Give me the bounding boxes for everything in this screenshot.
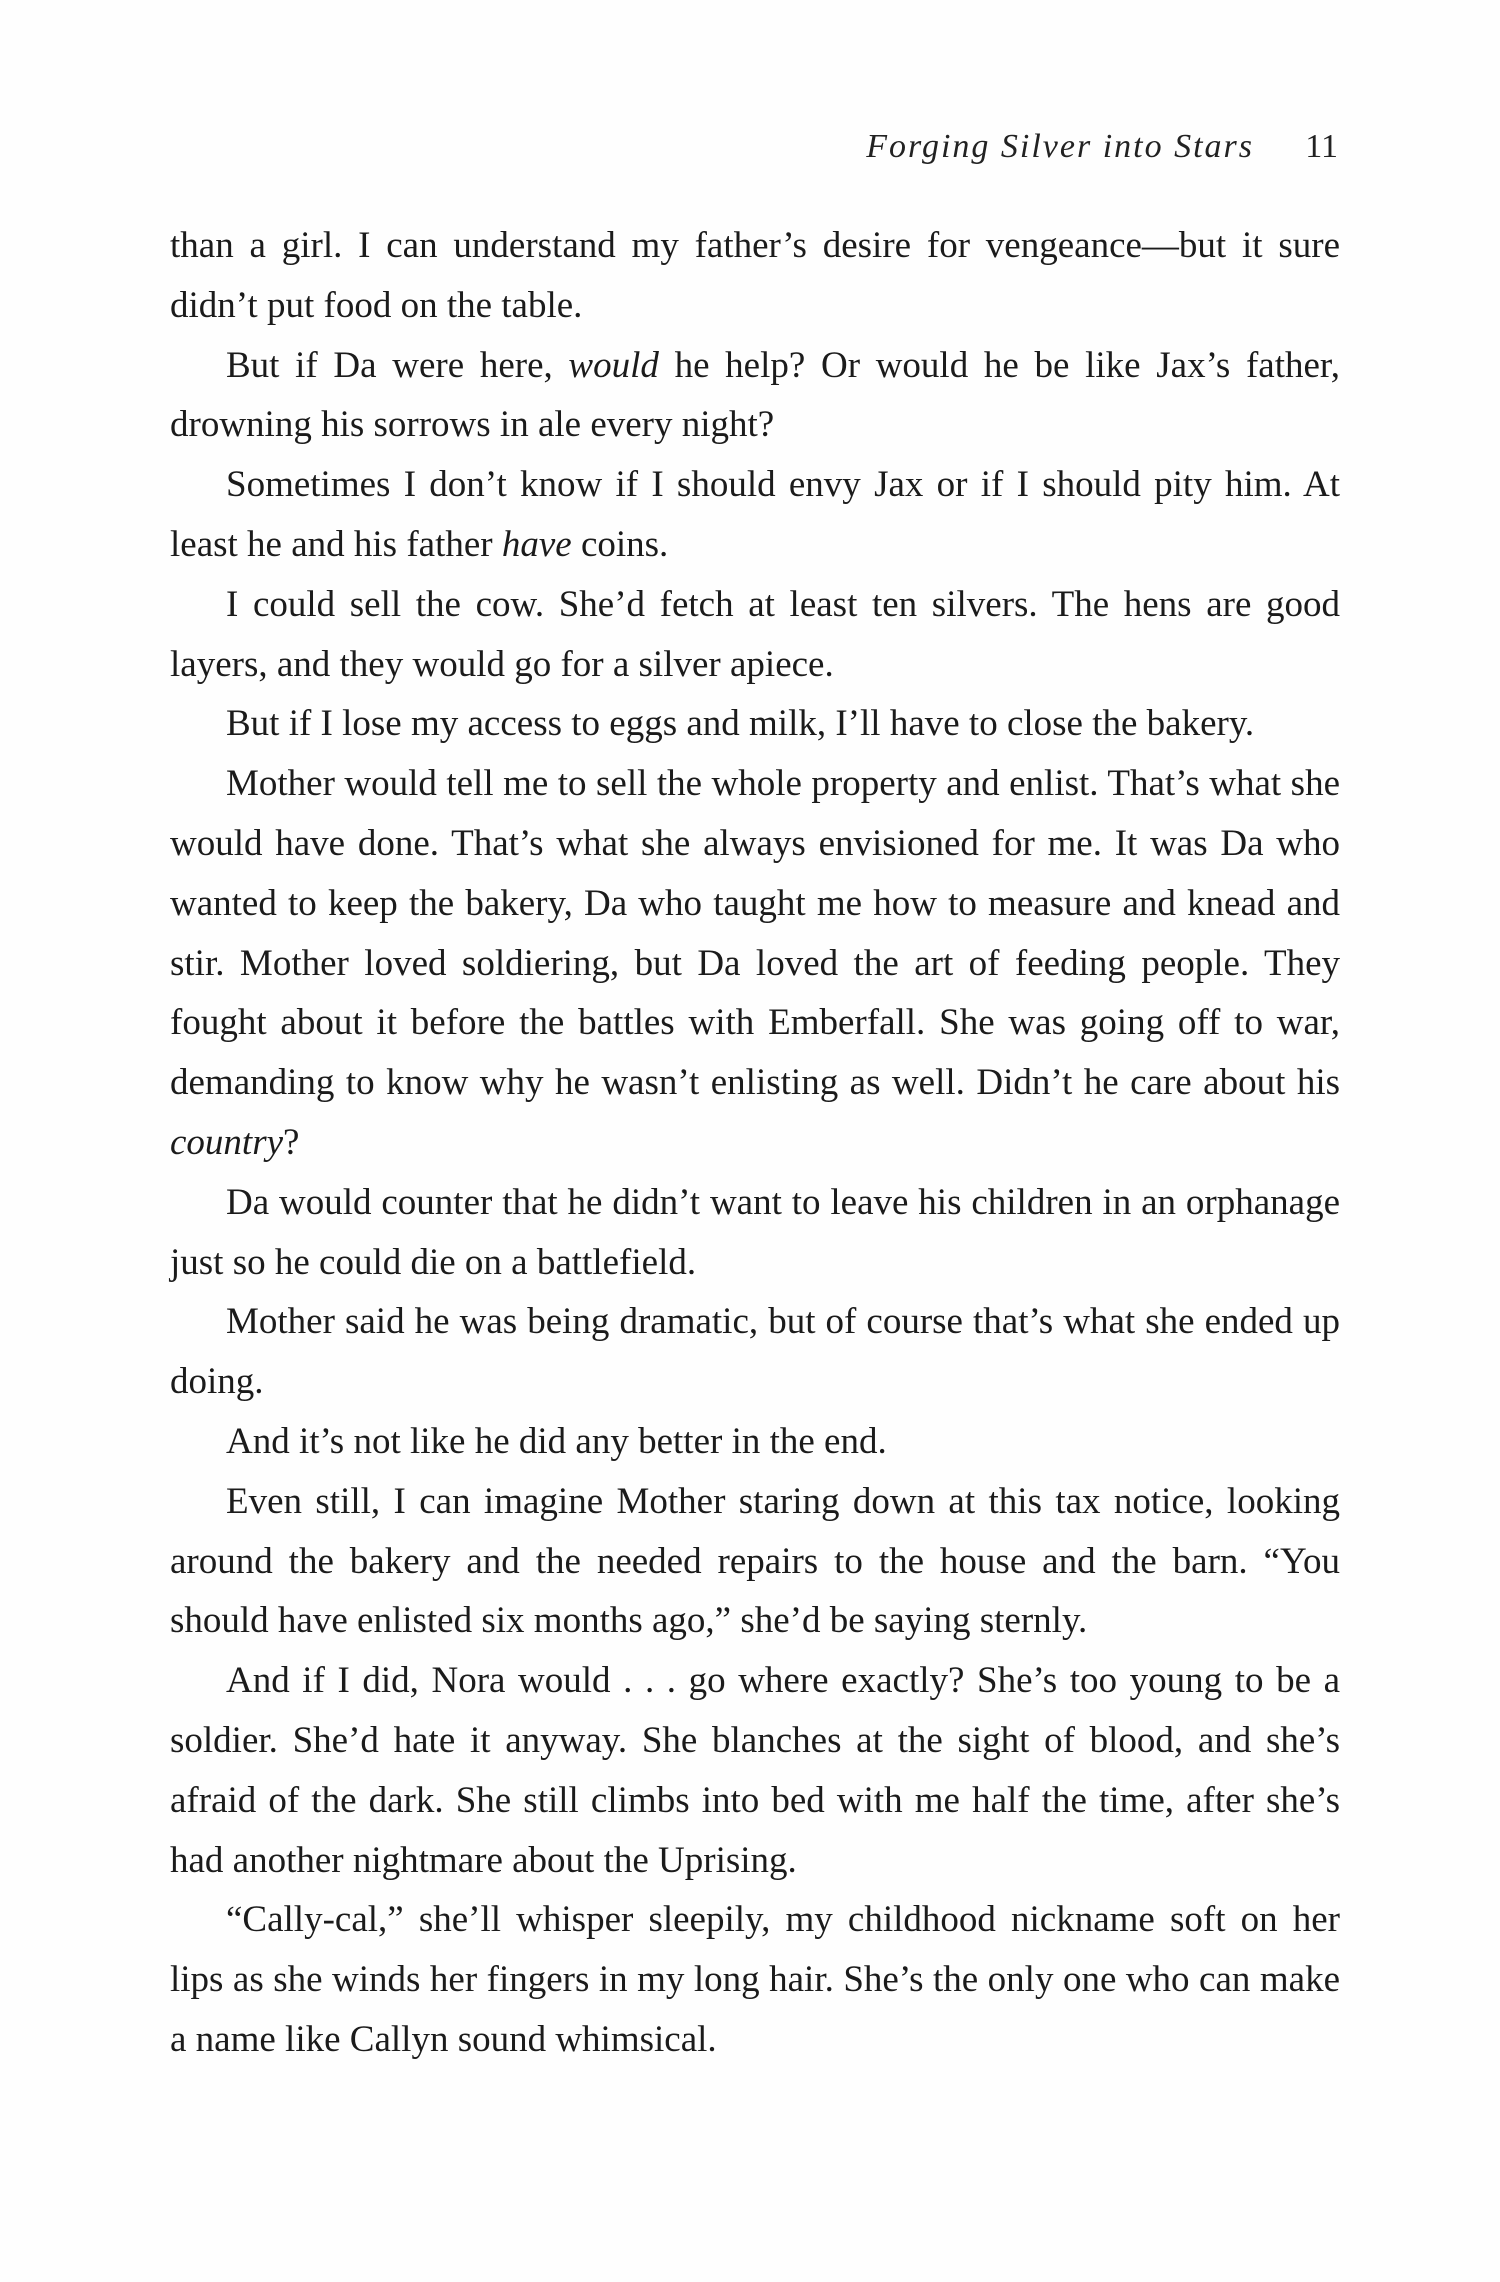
paragraph [170, 1651, 1340, 1890]
paragraph [170, 575, 1340, 695]
text-run: Mother said he was being dramatic, but of course that’s what she ended up doing. [170, 1301, 1340, 1403]
text-run: coins. [571, 523, 669, 565]
text-run: Mother would tell me to sell the whole property and enlist. That’s what she would have done. That’s what she always envisioned for me. It was Da who wanted to keep the bakery, Da who taught me how to measure and knead and stir. Mother loved soldiering, but Da loved the art of feeding people. They fought about it before the battles with Emberfall. She was going off to war, demanding to know why he wasn’t enlisting as well. Didn’t he care about his [170, 763, 1340, 1104]
text-run: he help? Or would he be like Jax’s father, drowning his sorrows in ale every night? [170, 344, 1340, 446]
text-run: And if I did, Nora would . . . go where exactly? She’s too young to be a soldier. She’d hate it anyway. She blanches at the sight of blood, and she’s afraid of the dark. She still climbs into bed with me half the time, after she’s had another nightmare about the Uprising. [170, 1660, 1340, 1881]
paragraph [170, 216, 1340, 336]
text-run: But if Da were here, [226, 344, 569, 386]
paragraph [170, 1890, 1340, 2069]
text-run: “Cally-cal,” she’ll whisper sleepily, my childhood nickname soft on her lips as she winds her fingers in my long hair. She’s the only one who can make a name like Callyn sound whimsical. [170, 1899, 1340, 2060]
paragraph [170, 1412, 1340, 1472]
paragraph [170, 754, 1340, 1173]
italic-text: would [568, 344, 659, 386]
italic-text: country [170, 1121, 284, 1163]
paragraph [170, 1173, 1340, 1293]
paragraph [170, 1292, 1340, 1412]
text-run: Da would counter that he didn’t want to leave his children in an orphanage just so he could die on a battlefield. [170, 1181, 1340, 1283]
running-head [168, 128, 1338, 178]
paragraph [170, 694, 1340, 754]
page-number: 11 [1305, 128, 1338, 165]
text-run: But if I lose my access to eggs and milk, I’ll have to close the bakery. [226, 703, 1255, 745]
text-run: I could sell the cow. She’d fetch at least ten silvers. The hens are good layers, and they would go for a silver apiece. [170, 583, 1340, 685]
text-run: ? [283, 1121, 300, 1163]
text-run: And it’s not like he did any better in the end. [226, 1420, 887, 1462]
running-title: Forging Silver into Stars [866, 128, 1254, 165]
paragraph [170, 1472, 1340, 1651]
paragraph [170, 336, 1340, 456]
body-text [170, 216, 1340, 2070]
paragraph [170, 455, 1340, 575]
text-run: Sometimes I don’t know if I should envy Jax or if I should pity him. At least he and his father [170, 464, 1340, 565]
text-run: Even still, I can imagine Mother staring down at this tax notice, looking around the bakery and the needed repairs to the house and the barn. “You should have enlisted six months ago,” she’d be saying sternly. [170, 1480, 1340, 1642]
italic-text: have [501, 523, 572, 565]
text-run: than a girl. I can understand my father’s desire for vengeance—but it sure didn’t put food on the table. [170, 225, 1340, 326]
